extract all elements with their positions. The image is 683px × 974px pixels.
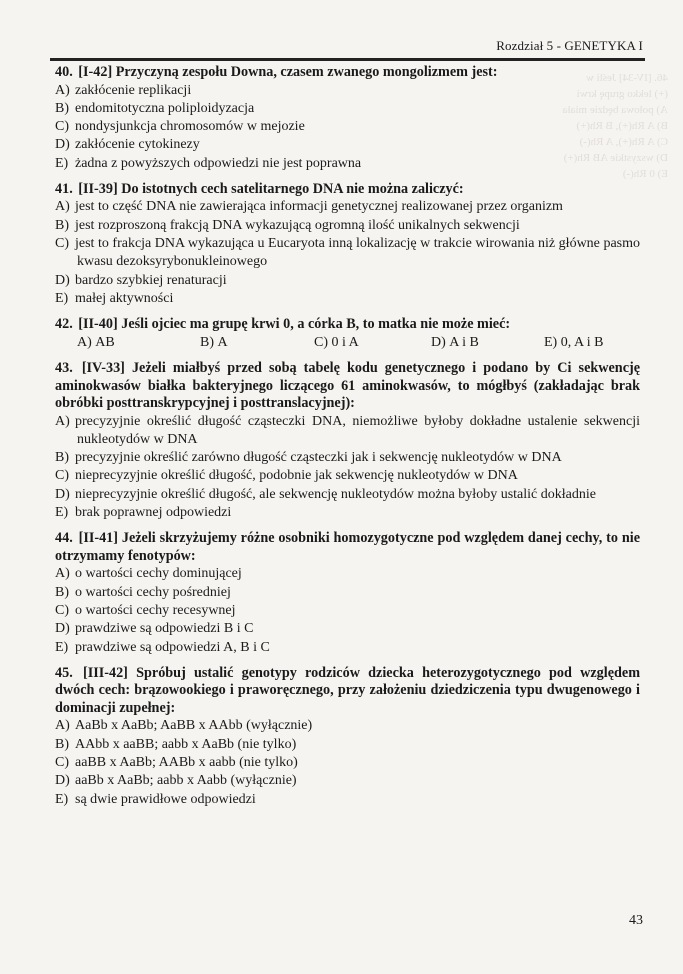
answer-letter: C) bbox=[55, 602, 69, 618]
answer-option bbox=[55, 290, 640, 308]
question-number: 40. bbox=[55, 64, 73, 80]
answer-option bbox=[55, 235, 640, 272]
answer-letter: D) bbox=[55, 621, 70, 637]
answer-letter: A) bbox=[55, 413, 70, 429]
question-43 bbox=[55, 360, 640, 522]
answer-text: małej aktywności bbox=[75, 290, 174, 306]
answer-option bbox=[55, 467, 640, 485]
answer-letter: C) bbox=[55, 754, 69, 770]
answer-option bbox=[55, 82, 640, 100]
answer-letter: A) bbox=[55, 718, 70, 734]
answer-option bbox=[55, 565, 640, 583]
answer-text: o wartości cechy recesywnej bbox=[75, 602, 236, 618]
answer-option bbox=[77, 334, 200, 352]
answer-text: nieprecyzyjnie określić długość, podobnie jak sekwencję nukleotydów w DNA bbox=[75, 468, 518, 484]
answer-text: o wartości cechy pośredniej bbox=[75, 584, 231, 600]
bleed-through-decoration: 46. [IV-34] Jeśli w (+) lekko grupę krwi A) połowa będzie miała B) A Rh(+), B Rh(+) C) A Rh(+), A Rh(-) D) wszystkie AB Rh(+) E) 0 Rh(-) bbox=[562, 72, 668, 180]
answer-option bbox=[314, 334, 431, 352]
answer-letter: D) bbox=[431, 334, 446, 350]
answer-letter: E) bbox=[55, 505, 69, 521]
answer-option bbox=[55, 602, 640, 620]
question-text: [II-41] Jeżeli skrzyżujemy różne osobniki homozygotyczne pod względem danej cechy, to nie otrzymamy fenotypów: bbox=[55, 530, 640, 564]
question-number: 43. bbox=[55, 360, 73, 377]
answer-letter: A) bbox=[55, 566, 70, 582]
question-title bbox=[55, 665, 640, 718]
question-number: 44. bbox=[55, 530, 73, 547]
answer-letter: E) bbox=[55, 639, 69, 655]
answer-text: prawdziwe są odpowiedzi A, B i C bbox=[75, 639, 270, 655]
answer-option bbox=[55, 717, 640, 735]
answer-option bbox=[55, 100, 640, 118]
answer-text: nondysjunkcja chromosomów w mejozie bbox=[75, 119, 305, 135]
answer-letter: D) bbox=[55, 773, 70, 789]
answer-text: 0, A i B bbox=[560, 334, 604, 350]
answer-letter: D) bbox=[55, 486, 70, 502]
answer-letter: C) bbox=[55, 119, 69, 135]
answer-letter: B) bbox=[55, 584, 69, 600]
answer-letter: B) bbox=[55, 450, 69, 466]
answer-text: AaBb x AaBb; AaBB x AAbb (wyłącznie) bbox=[75, 718, 313, 734]
answer-option bbox=[55, 772, 640, 790]
answer-text: zakłócenie cytokinezy bbox=[75, 137, 200, 153]
answer-text: bardzo szybkiej renaturacji bbox=[75, 272, 227, 288]
page-number: 43 bbox=[629, 913, 643, 928]
answer-option bbox=[544, 334, 604, 352]
question-number: 41. bbox=[55, 180, 73, 197]
question-41 bbox=[55, 181, 640, 308]
answer-text: A i B bbox=[449, 334, 479, 350]
question-title bbox=[55, 316, 640, 334]
answer-option bbox=[55, 791, 640, 809]
question-title bbox=[55, 181, 640, 199]
answer-option bbox=[55, 486, 640, 504]
answer-option bbox=[55, 118, 640, 136]
question-44 bbox=[55, 530, 640, 656]
answer-option bbox=[55, 136, 640, 154]
answer-text: precyzyjnie określić długość cząsteczki DNA, niemożliwe byłoby dokładne ustalenie sekwencji nukleotydów w DNA bbox=[75, 413, 640, 447]
header-rule bbox=[50, 58, 645, 61]
answer-option bbox=[55, 198, 640, 216]
running-header: Rozdział 5 - GENETYKA I bbox=[496, 38, 643, 53]
answer-letter: A) bbox=[55, 199, 70, 215]
answer-text: AAbb x aaBB; aabb x AaBb (nie tylko) bbox=[75, 736, 297, 752]
question-title bbox=[55, 360, 640, 413]
answer-letter: E) bbox=[544, 334, 558, 350]
answer-text: 0 i A bbox=[331, 334, 359, 350]
answer-text: A bbox=[217, 334, 228, 350]
answer-option bbox=[55, 639, 640, 657]
question-text: [II-39] Do istotnych cech satelitarnego DNA nie można zaliczyć: bbox=[78, 180, 464, 197]
answer-text: jest to część DNA nie zawierająca informacji genetycznej realizowanej przez organizm bbox=[75, 199, 563, 215]
question-number: 45. bbox=[55, 664, 73, 681]
answer-text: precyzyjnie określić zarówno długość cząsteczki jak i sekwencję nukleotydów w DNA bbox=[75, 450, 562, 466]
question-45 bbox=[55, 665, 640, 809]
answer-option bbox=[55, 413, 640, 450]
answer-letter: B) bbox=[55, 217, 69, 233]
inline-answers bbox=[55, 334, 640, 352]
answer-text: jest to frakcja DNA wykazująca u Eucaryota inną lokalizację w trakcie wirowania niż główne pasmo kwasu dezoksyrybonukleinowego bbox=[75, 236, 640, 270]
answer-letter: D) bbox=[55, 137, 70, 153]
answer-text: żadna z powyższych odpowiedzi nie jest poprawna bbox=[75, 155, 362, 171]
answer-letter: C) bbox=[55, 468, 69, 484]
answer-option bbox=[55, 584, 640, 602]
answer-text: endomitotyczna poliploidyzacja bbox=[75, 100, 255, 116]
answer-option bbox=[431, 334, 544, 352]
question-text: [IV-33] Jeżeli miałbyś przed sobą tabelę kodu genetycznego i podano by Ci sekwencję aminokwasów białka bakteryjnego liczącego 61 aminokwasów, to mógłbyś (zakładając brak obróbki posttranskrypcyjnej i posttranslacyjnej): bbox=[55, 360, 641, 412]
questions-list bbox=[55, 64, 640, 817]
answer-letter: D) bbox=[55, 272, 70, 288]
answer-letter: E) bbox=[55, 155, 69, 171]
answer-letter: B) bbox=[55, 736, 69, 752]
answer-text: zakłócenie replikacji bbox=[75, 82, 192, 98]
question-text: [II-40] Jeśli ojciec ma grupę krwi 0, a córka B, to matka nie może mieć: bbox=[78, 316, 511, 333]
answer-text: aaBB x AaBb; AABb x aabb (nie tylko) bbox=[75, 754, 298, 770]
answer-letter: B) bbox=[200, 334, 214, 350]
answer-text: o wartości cechy dominującej bbox=[75, 566, 242, 582]
answer-letter: A) bbox=[77, 334, 92, 350]
answer-option bbox=[55, 272, 640, 290]
answer-letter: A) bbox=[55, 82, 70, 98]
answer-letter: B) bbox=[55, 100, 69, 116]
answer-option bbox=[55, 504, 640, 522]
answer-option bbox=[55, 449, 640, 467]
question-text: [III-42] Spróbuj ustalić genotypy rodziców dziecka heterozygotycznego pod względem dwóch cech: brązowookiego i praworęcznego, przy założeniu dziedziczenia typu dwugenowego i dominacji zupełnej: bbox=[55, 664, 641, 716]
answer-text: AB bbox=[95, 334, 115, 350]
answer-option bbox=[55, 155, 640, 173]
answer-option bbox=[55, 736, 640, 754]
answer-letter: E) bbox=[55, 791, 69, 807]
answer-letter: E) bbox=[55, 290, 69, 306]
answer-option bbox=[55, 754, 640, 772]
answer-option bbox=[55, 620, 640, 638]
question-40 bbox=[55, 64, 640, 173]
answer-text: brak poprawnej odpowiedzi bbox=[75, 505, 232, 521]
question-text: [I-42] Przyczyną zespołu Downa, czasem zwanego mongolizmem jest: bbox=[78, 64, 498, 80]
answer-letter: C) bbox=[55, 236, 69, 252]
question-title bbox=[55, 530, 640, 565]
question-42 bbox=[55, 316, 640, 352]
answer-option bbox=[200, 334, 314, 352]
answer-text: jest rozproszoną frakcją DNA wykazującą ogromną ilość unikalnych sekwencji bbox=[75, 217, 520, 233]
answer-option bbox=[55, 217, 640, 235]
answer-text: nieprecyzyjnie określić długość, ale sekwencję nukleotydów można byłoby ustalić dokładnie bbox=[75, 486, 596, 502]
question-title bbox=[55, 64, 640, 82]
answer-text: aaBb x AaBb; aabb x Aabb (wyłącznie) bbox=[75, 773, 297, 789]
answer-text: są dwie prawidłowe odpowiedzi bbox=[75, 791, 256, 807]
answer-text: prawdziwe są odpowiedzi B i C bbox=[75, 621, 254, 637]
answer-letter: C) bbox=[314, 334, 328, 350]
question-number: 42. bbox=[55, 316, 73, 333]
